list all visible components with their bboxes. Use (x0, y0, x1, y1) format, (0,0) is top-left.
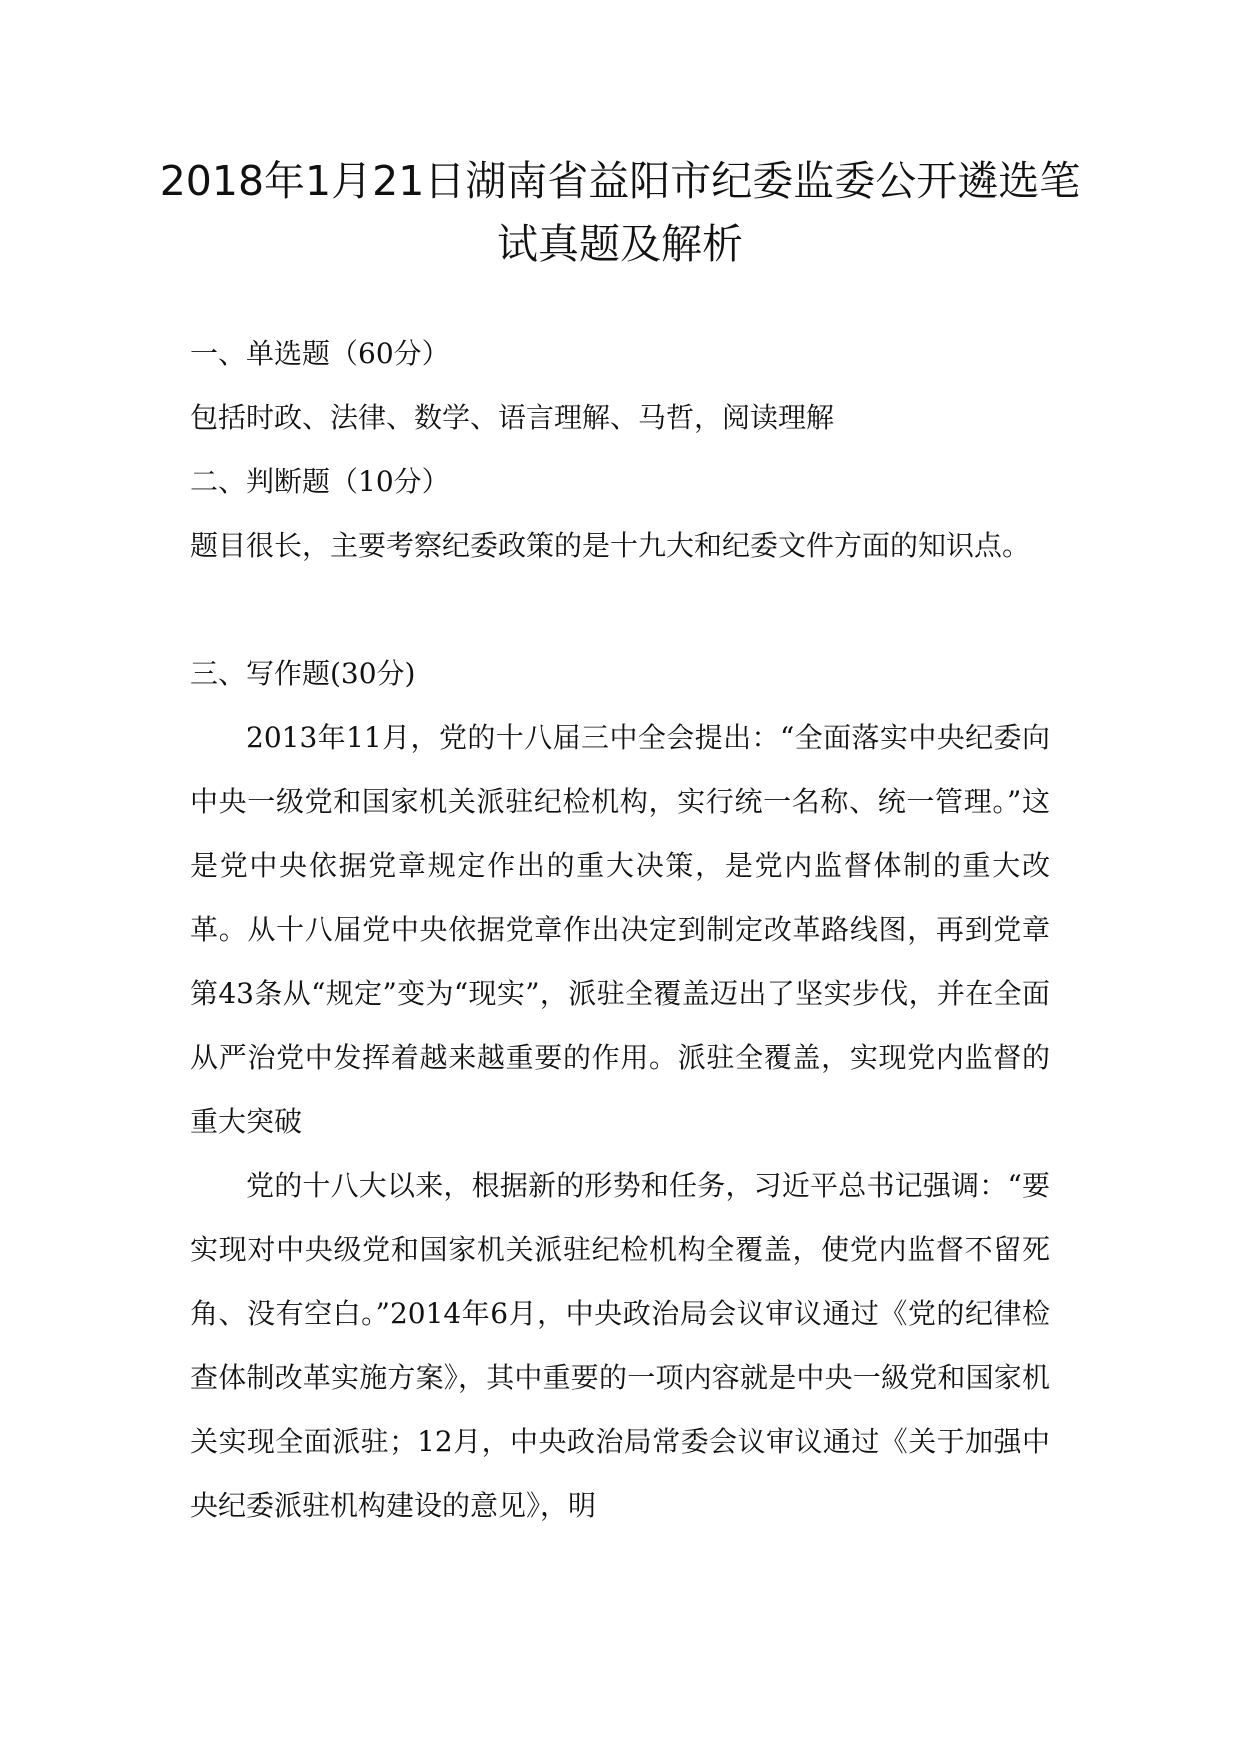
document-title: 2018年1月21日湖南省益阳市纪委监委公开遴选笔试真题及解析 (159, 157, 1081, 268)
section-2-content: 题目很长，主要考察纪委政策的是十九大和纪委文件方面的知识点。 (190, 529, 1031, 562)
section-1-heading: 一、单选题（60分） (190, 337, 450, 370)
section-1-content: 包括时政、法律、数学、语言理解、马哲，阅读理解 (190, 401, 835, 434)
section-3-paragraph-1: 2013年11月，党的十八届三中全会提出：“全面落实中央纪委向中央一级党和国家机关派驻纪检机构，实行统一名称、统一管理。”这是党中央依据党章规定作出的重大决策，是党内监督体制的重大改革。从十八届党中央依据党章作出决定到制定改革路线图，再到党章第43条从“规定”变为“现实”，派驻全覆盖迈出了坚实步伐，并在全面从严治党中发挥着越来越重要的作用。派驻全覆盖，实现党内监督的重大突破 (190, 721, 1050, 1138)
section-3-paragraph-2: 党的十八大以来，根据新的形势和任务，习近平总书记强调：“要实现对中央级党和国家机关派驻纪检机构全覆盖，使党内监督不留死角、没有空白。”2014年6月，中央政治局会议审议通过《党的纪律检查体制改革实施方案》，其中重要的一项内容就是中央一級党和国家机关实现全面派驻；12月，中央政治局常委会议审议通过《关于加强中央纪委派驻机构建设的意见》，明 (190, 1169, 1050, 1522)
section-2-heading: 二、判断题（10分） (190, 465, 450, 498)
section-3-heading: 三、写作题(30分) (190, 657, 416, 690)
